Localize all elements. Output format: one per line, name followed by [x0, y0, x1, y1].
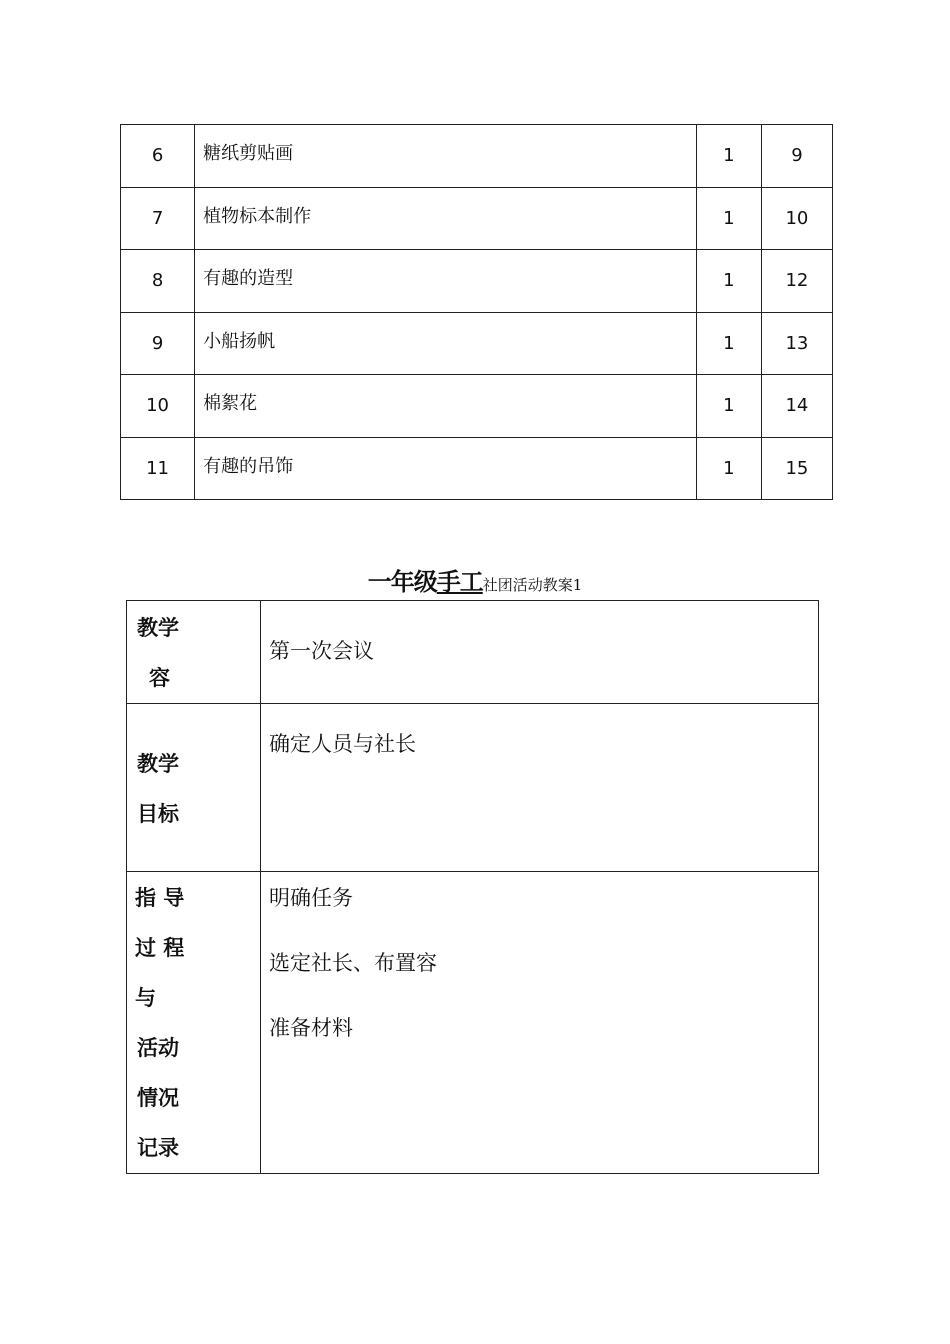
row-title: 有趣的造型	[195, 250, 697, 313]
row-title: 棉絮花	[195, 375, 697, 438]
label-line: 过 程	[135, 936, 185, 960]
row-title: 糖纸剪贴画	[195, 125, 697, 188]
content-value: 第一次会议	[261, 601, 819, 704]
row-week: 12	[761, 250, 832, 313]
row-hours: 1	[696, 375, 761, 438]
process-line: 准备材料	[269, 1016, 353, 1040]
label-line: 指 导	[135, 886, 185, 910]
row-title: 有趣的吊饰	[195, 437, 697, 500]
label-line: 教学	[137, 616, 179, 640]
row-hours: 1	[696, 312, 761, 375]
content-label	[127, 601, 261, 704]
goal-row	[127, 704, 819, 872]
row-number: 11	[121, 437, 195, 500]
content-row	[127, 601, 819, 704]
row-week: 10	[761, 187, 832, 250]
lesson-plan-table	[126, 600, 819, 1174]
row-week: 13	[761, 312, 832, 375]
row-hours: 1	[696, 187, 761, 250]
plan-heading-grade: 一年级	[367, 568, 437, 596]
table-row	[121, 375, 833, 438]
label-line: 容	[149, 666, 170, 690]
row-number: 6	[121, 125, 195, 188]
plan-heading	[0, 562, 950, 597]
table-row	[121, 125, 833, 188]
table-row	[121, 187, 833, 250]
row-week: 15	[761, 437, 832, 500]
process-line: 选定社长、布置容	[269, 951, 437, 975]
row-week: 9	[761, 125, 832, 188]
process-label	[127, 872, 261, 1174]
table-row	[121, 437, 833, 500]
table-row	[121, 312, 833, 375]
row-title: 植物标本制作	[195, 187, 697, 250]
row-hours: 1	[696, 125, 761, 188]
row-number: 9	[121, 312, 195, 375]
plan-heading-subject: 手工	[436, 568, 483, 596]
label-line: 记录	[137, 1136, 179, 1160]
process-row	[127, 872, 819, 1174]
row-hours: 1	[696, 250, 761, 313]
row-hours: 1	[696, 437, 761, 500]
plan-heading-subtitle: 社团活动教案1	[482, 576, 583, 594]
schedule-table	[120, 124, 833, 500]
label-line: 情况	[137, 1086, 179, 1110]
goal-value: 确定人员与社长	[261, 704, 819, 872]
row-number: 8	[121, 250, 195, 313]
goal-label	[127, 704, 261, 872]
label-line: 目标	[137, 802, 179, 826]
process-content	[261, 872, 819, 1174]
row-number: 10	[121, 375, 195, 438]
row-title: 小船扬帆	[195, 312, 697, 375]
row-week: 14	[761, 375, 832, 438]
label-line: 与	[135, 986, 156, 1010]
row-number: 7	[121, 187, 195, 250]
process-line: 明确任务	[269, 886, 353, 910]
label-line: 教学	[137, 752, 179, 776]
label-line: 活动	[137, 1036, 179, 1060]
table-row	[121, 250, 833, 313]
